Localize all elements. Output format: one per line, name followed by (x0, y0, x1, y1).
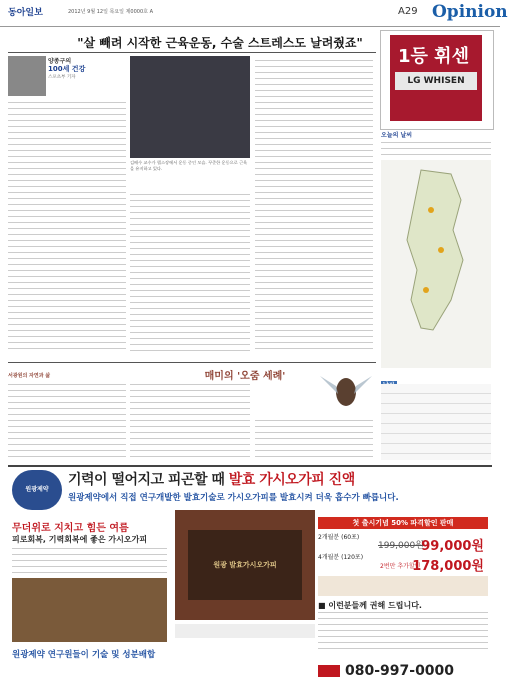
price2-note: 2번만 추가할인 (380, 563, 421, 570)
ad-brand-badge: 원광제약 (12, 470, 62, 510)
article-body-col3 (255, 58, 373, 352)
price2-label: 4개월분 (120포) (318, 554, 364, 561)
essay-body-col1 (8, 382, 126, 460)
ad-left-heading: 무더위로 지치고 힘든 여름 (12, 523, 129, 534)
section-title (432, 2, 508, 22)
dateline: 2012년 9월 12일 목요일 제0000호 A (68, 9, 154, 15)
essay-body-col3 (255, 418, 373, 460)
article-headline: "살 빼려 시작한 근육운동, 수술 스트레스도 날려줬죠" (77, 36, 363, 50)
essay-body-col2 (130, 382, 250, 460)
masthead: 동아일보 (8, 8, 43, 18)
ad-left-subheading: 피로회복, 기력회복에 좋은 가시오가피 (12, 535, 148, 544)
author-photo (8, 56, 46, 96)
byline-role: 스포츠부 기자 (48, 75, 76, 80)
benefit-list (318, 610, 488, 650)
ad-headline-part2: 발효 가시오가피 진액 (228, 472, 355, 488)
article-photo (130, 56, 250, 158)
divider (8, 52, 376, 53)
phone-icon (318, 665, 340, 677)
photo-caption: 김배수 교수가 헬스장에서 운동 중인 모습. 꾸준한 운동으로 근육을 유지하고 있다. (130, 160, 248, 171)
ad-subline: 원광제약에서 직접 연구개발한 발효기술로 가시오가피를 발효시켜 더욱 흡수가 빠릅니다. (68, 493, 399, 503)
price1-label: 2개월분 (60포) (318, 534, 360, 541)
cicada-icon (318, 368, 374, 414)
ad-headline-part1: 기력이 떨어지고 피곤할 때 (68, 472, 225, 488)
article-body-col2 (130, 192, 250, 352)
korea-map-icon (381, 160, 491, 368)
byline-name: 양종구의 (48, 58, 72, 65)
divider (8, 362, 376, 363)
ad-left-photo (12, 578, 167, 642)
weather-table (381, 384, 491, 460)
essay-label: 서광원의 자연과 삶 (8, 373, 51, 379)
page-number: A29 (398, 6, 418, 17)
essay-title: 매미의 '오줌 세례' (204, 371, 286, 382)
product-caption (175, 624, 315, 638)
article-body-col1 (8, 100, 126, 352)
column-name: 100세 건강 (48, 65, 86, 73)
price1-new: 99,000원 (421, 539, 484, 554)
section-title-text: Opinion (432, 2, 508, 22)
ad-left-body (12, 546, 167, 576)
weather-summary (381, 140, 491, 158)
price1-old: 199,000원 (378, 541, 424, 551)
price2-new: 178,000원 (412, 559, 484, 574)
benefit-heading: ■ 이런분들께 권해 드립니다. (318, 601, 422, 610)
price-row-1 (318, 532, 488, 554)
product-name: 원광 발효가시오가피 (213, 561, 277, 569)
price-row-2 (318, 552, 488, 574)
ad-phone-number[interactable]: 080-997-0000 (345, 663, 455, 679)
special-offer-banner: 첫 출시기념 50% 파격할인 판매 (318, 517, 488, 529)
ad-headline (68, 469, 488, 489)
lg-ad-title: 1등 휘센 (398, 46, 469, 67)
lg-ad-subtitle: LG WHISEN (395, 72, 477, 90)
weather-map (381, 160, 491, 368)
cicada-illustration (318, 368, 374, 414)
ad-footer-text: 원광제약 연구원들이 기술 및 성분배합 (12, 650, 156, 660)
weather-title: 오늘의 날씨 (381, 132, 413, 139)
product-images-strip (318, 576, 488, 596)
